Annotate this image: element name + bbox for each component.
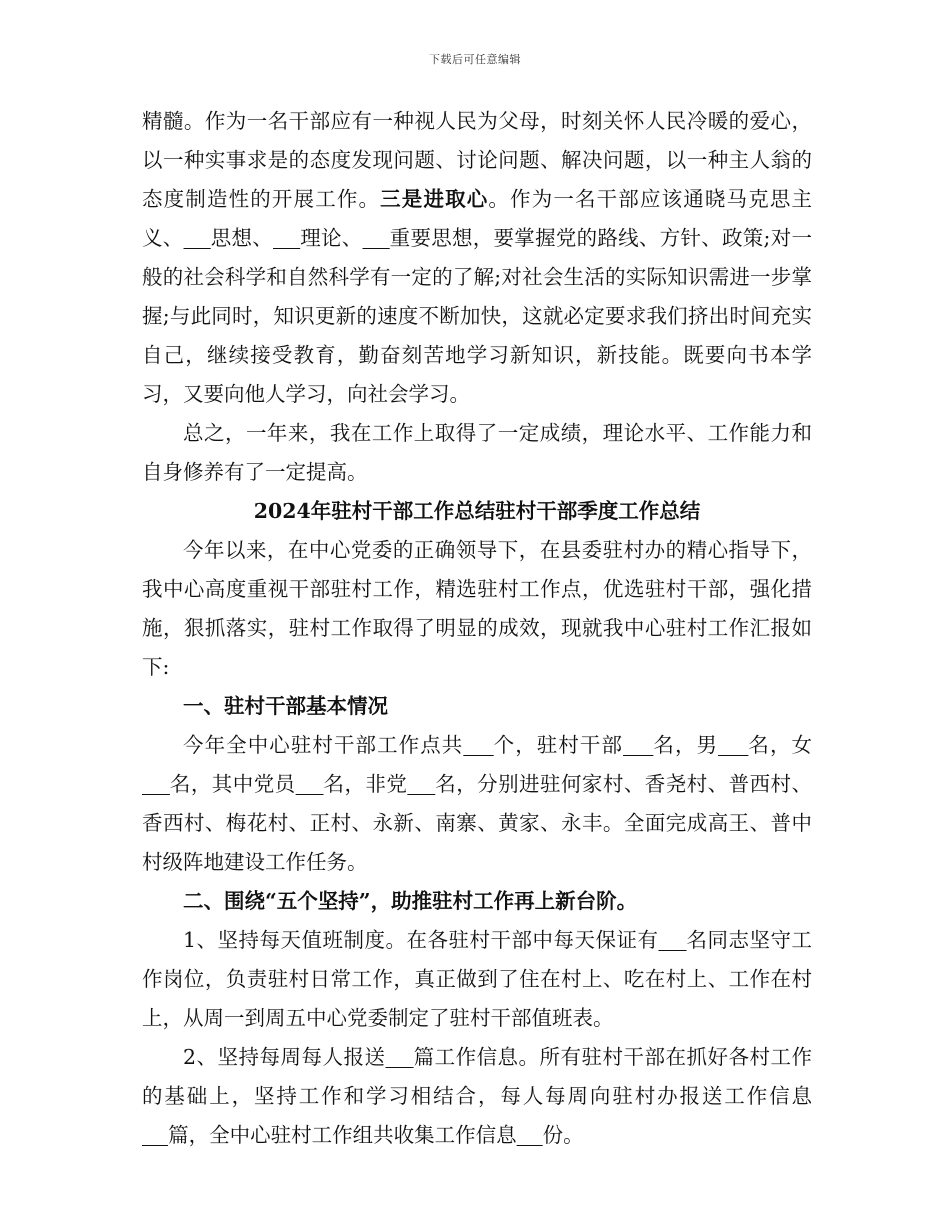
- blank-line: [517, 1123, 543, 1147]
- paragraph-basic-info: [142, 726, 812, 882]
- paragraph-text: 名，女: [748, 733, 813, 757]
- paragraph-text: 名，其中党员: [169, 772, 296, 796]
- paragraph-text: 1、坚持每天值班制度。在各驻村干部中每天保证有: [183, 928, 659, 952]
- blank-line: [658, 928, 686, 952]
- blank-line: [363, 226, 390, 250]
- paragraph-text: 理论、: [300, 226, 363, 250]
- paragraph-text: 篇，全中心驻村工作组共收集工作信息: [168, 1123, 517, 1147]
- blank-line: [184, 226, 211, 250]
- blank-line: [623, 733, 653, 757]
- paragraph-text: 个，驻村干部: [493, 733, 624, 757]
- paragraph-weekly-report: [142, 1038, 812, 1155]
- bold-phrase: 三是进取心: [380, 187, 489, 211]
- blank-line: [718, 733, 748, 757]
- paragraph-text: 2、坚持每周每人报送: [183, 1045, 386, 1069]
- blank-line: [407, 772, 435, 796]
- section-heading-2: 二、围绕“五个坚持”，助推驻村工作再上新台阶。: [183, 889, 638, 913]
- paragraph-intro: 今年以来，在中心党委的正确领导下，在县委驻村办的精心指导下，我中心高度重视干部驻村工作，精选驻村工作点，优选驻村干部，强化措施，狠抓落实，驻村工作取得了明显的成效，现就我中心驻村工作汇报如下:: [142, 538, 812, 679]
- blank-line: [296, 772, 324, 796]
- section-heading-1: 一、驻村干部基本情况: [183, 694, 388, 718]
- paragraph-text: 重要思想，要掌握党的路线、方针、政策;对一般的社会科学和自然科学有一定的了解;对社会生活的实际知识需进一步掌握;与此同时，知识更新的速度不断加快，这就必定要求我们挤出时间充实自己，继续接受教育，勤奋刻苦地学习新知识，新技能。既要向书本学习，又要向他人学习，向社会学习。: [142, 226, 813, 406]
- paragraph-text: 精髓。作为一名干部应有一种视人民为父母，时刻关怀人民冷暖的爱心，以一种实事求是的态度发现问题、讨论问题、解决问题，以一种主人翁的态度制造性的开展工作。: [142, 109, 812, 211]
- paragraph-text: 思想、: [210, 226, 274, 250]
- blank-line: [463, 733, 493, 757]
- blank-line: [273, 226, 300, 250]
- blank-line: [386, 1045, 414, 1069]
- paragraph-text: 名同志坚守工作岗位，负责驻村日常工作，真正做到了住在村上、吃在村上、工作在村上，从周一到周五中心党委制定了驻村干部值班表。: [142, 928, 812, 1030]
- paragraph-text: 名，非党: [323, 772, 408, 796]
- document-body: [142, 102, 812, 1155]
- paragraph-text: 名，男: [653, 733, 719, 757]
- paragraph-summary: 总之，一年来，我在工作上取得了一定成绩，理论水平、工作能力和自身修养有了一定提高。: [142, 421, 812, 484]
- header-note: 下载后可任意编辑: [429, 53, 521, 66]
- paragraph-text: 名，分别进驻何家村、香尧村、普西村、香西村、梅花村、正村、永新、南寨、黄家、永丰。全面完成高王、普中村级阵地建设工作任务。: [142, 772, 812, 874]
- blank-line: [142, 1123, 168, 1147]
- blank-line: [142, 772, 170, 796]
- paragraph-duty-system: [142, 921, 812, 1038]
- paragraph-text: 份。: [542, 1123, 584, 1147]
- paragraph-text: 今年全中心驻村干部工作点共: [183, 733, 464, 757]
- document-title: 2024年驻村干部工作总结驻村干部季度工作总结: [253, 499, 701, 523]
- paragraph-text: 篇工作信息。所有驻村干部在抓好各村工作的基础上，坚持工作和学习相结合，每人每周向驻村办报送工作信息: [142, 1045, 813, 1108]
- paragraph-text: 。作为一名干部应该通晓马克思主义、: [142, 187, 813, 250]
- paragraph-continuation: [142, 102, 812, 414]
